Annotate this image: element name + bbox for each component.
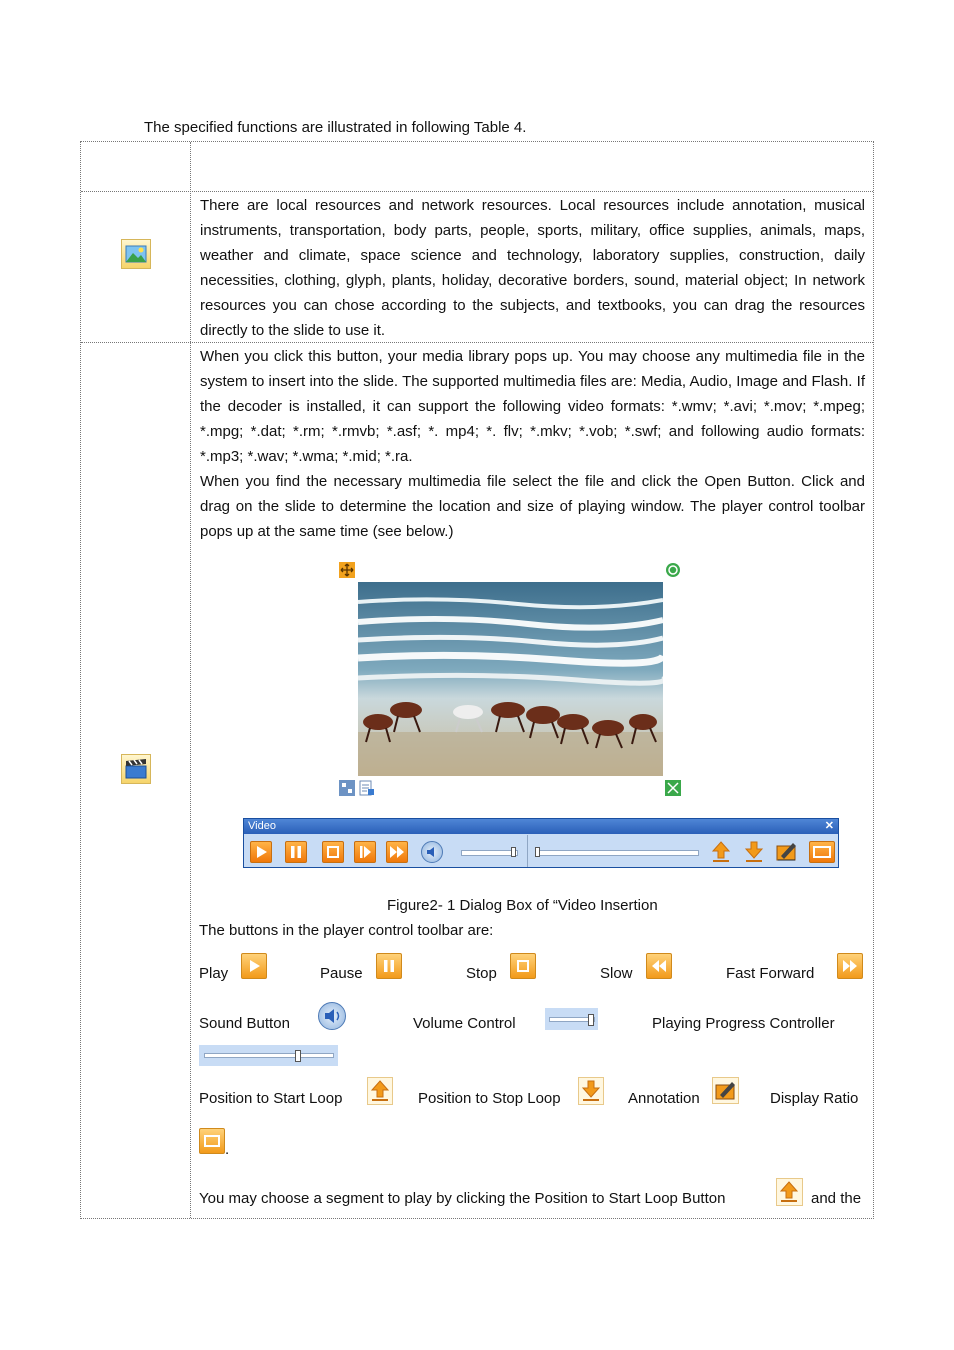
- toolbar-progress-slider[interactable]: [535, 850, 699, 856]
- sound-icon: [318, 1002, 346, 1030]
- stop-label: Stop: [466, 965, 497, 982]
- pause-icon: [376, 953, 402, 979]
- clapperboard-icon: [121, 754, 151, 784]
- toolbar-sound-icon[interactable]: [421, 841, 443, 863]
- insert-instructions: When you find the necessary multimedia file select the file and click the Open Button. Click and drag on the slide to determine the location and size of playing window. The player control toolbar pops up at the same time (see below.): [200, 473, 865, 540]
- video-player-toolbar: [243, 818, 839, 868]
- toolbar-titlebar: [244, 819, 838, 834]
- media-library-description: When you click this button, your media library pops up. You may choose any multimedia file in the system to insert into the slide. The supported multimedia files are: Media, Audio, Image and Flash. If the decoder is installed, it can support the following video formats: *.wmv; *.avi; *.mov; *.mpeg; *.mpg; *.dat; *.rm; *.rmvb; *.asf; *. mp4; *. flv; *.mkv; *.vob; *.swf; and following audio formats: *.mp3; *.wav; *.wma; *.mid; *.ra.: [200, 348, 865, 465]
- display-ratio-period: .: [225, 1141, 230, 1158]
- toolbar-title: Video: [248, 820, 276, 832]
- progress-controller-icon: [199, 1045, 338, 1066]
- properties-handle-icon[interactable]: [359, 780, 375, 796]
- toolbar-pause-button[interactable]: [285, 841, 307, 863]
- fast-forward-icon: [837, 953, 863, 979]
- toolbar-separator: [527, 835, 528, 867]
- figure-caption: Figure2- 1 Dialog Box of “Video Insertion: [387, 897, 658, 914]
- toolbar-progress-thumb[interactable]: [535, 847, 540, 857]
- toolbar-annotation-icon[interactable]: [775, 840, 799, 864]
- start-loop-inline-icon: [776, 1178, 803, 1206]
- start-loop-label: Position to Start Loop: [199, 1090, 343, 1107]
- toolbar-display-ratio-button[interactable]: [809, 841, 835, 863]
- toolbar-slow-button[interactable]: [354, 841, 376, 863]
- annotation-icon: [712, 1077, 739, 1104]
- toolbar-volume-slider[interactable]: [461, 850, 518, 856]
- display-ratio-label: Display Ratio: [770, 1090, 859, 1107]
- toolbar-fast-forward-button[interactable]: [386, 841, 408, 863]
- rotate-handle-icon[interactable]: [665, 562, 681, 578]
- start-loop-icon: [367, 1077, 393, 1105]
- header-row-divider: [81, 191, 873, 192]
- toolbar-start-loop-icon[interactable]: [710, 840, 732, 864]
- toolbar-stop-button[interactable]: [322, 841, 344, 863]
- settings-handle-icon[interactable]: [339, 780, 355, 796]
- pause-label: Pause: [320, 965, 363, 982]
- move-handle-icon[interactable]: [339, 562, 355, 578]
- resize-handle-icon[interactable]: [665, 780, 681, 796]
- toolbar-volume-thumb[interactable]: [511, 847, 516, 857]
- toolbar-close-icon[interactable]: ✕: [824, 820, 834, 832]
- loop-segment-text-continued: and the: [811, 1190, 862, 1207]
- video-preview-image: [358, 582, 663, 776]
- volume-label: Volume Control: [413, 1015, 516, 1032]
- local-resources-description: There are local resources and network resources. Local resources include annotation, musical instruments, transportation, body parts, people, sports, military, office supplies, animals, maps, weather and climate, space science and technology, laboratory supplies, construction, daily necessities, clothing, glyph, plants, holiday, decorative borders, sound, material object; In network resources you can chose according to the subjects, and textbooks, you can drag the resources directly to the slide to use it.: [200, 197, 865, 339]
- slow-label: Slow: [600, 965, 633, 982]
- stop-loop-icon: [578, 1077, 604, 1105]
- progress-label: Playing Progress Controller: [652, 1015, 835, 1032]
- play-icon: [241, 953, 267, 979]
- loop-segment-text: You may choose a segment to play by clicking the Position to Start Loop Button: [199, 1190, 726, 1207]
- intro-text: The specified functions are illustrated in following Table 4.: [144, 119, 527, 136]
- volume-control-icon: [545, 1008, 598, 1030]
- annotation-label: Annotation: [628, 1090, 700, 1107]
- column-divider: [190, 142, 191, 1218]
- display-ratio-icon: [199, 1128, 225, 1154]
- sound-label: Sound Button: [199, 1015, 290, 1032]
- picture-icon: [121, 239, 151, 269]
- play-label: Play: [199, 965, 229, 982]
- stop-loop-label: Position to Stop Loop: [418, 1090, 561, 1107]
- toolbar-stop-loop-icon[interactable]: [743, 840, 765, 864]
- toolbar-play-button[interactable]: [250, 841, 272, 863]
- fast-forward-label: Fast Forward: [726, 965, 815, 982]
- buttons-intro: The buttons in the player control toolbar are:: [199, 922, 494, 939]
- stop-icon: [510, 953, 536, 979]
- slow-icon: [646, 953, 672, 979]
